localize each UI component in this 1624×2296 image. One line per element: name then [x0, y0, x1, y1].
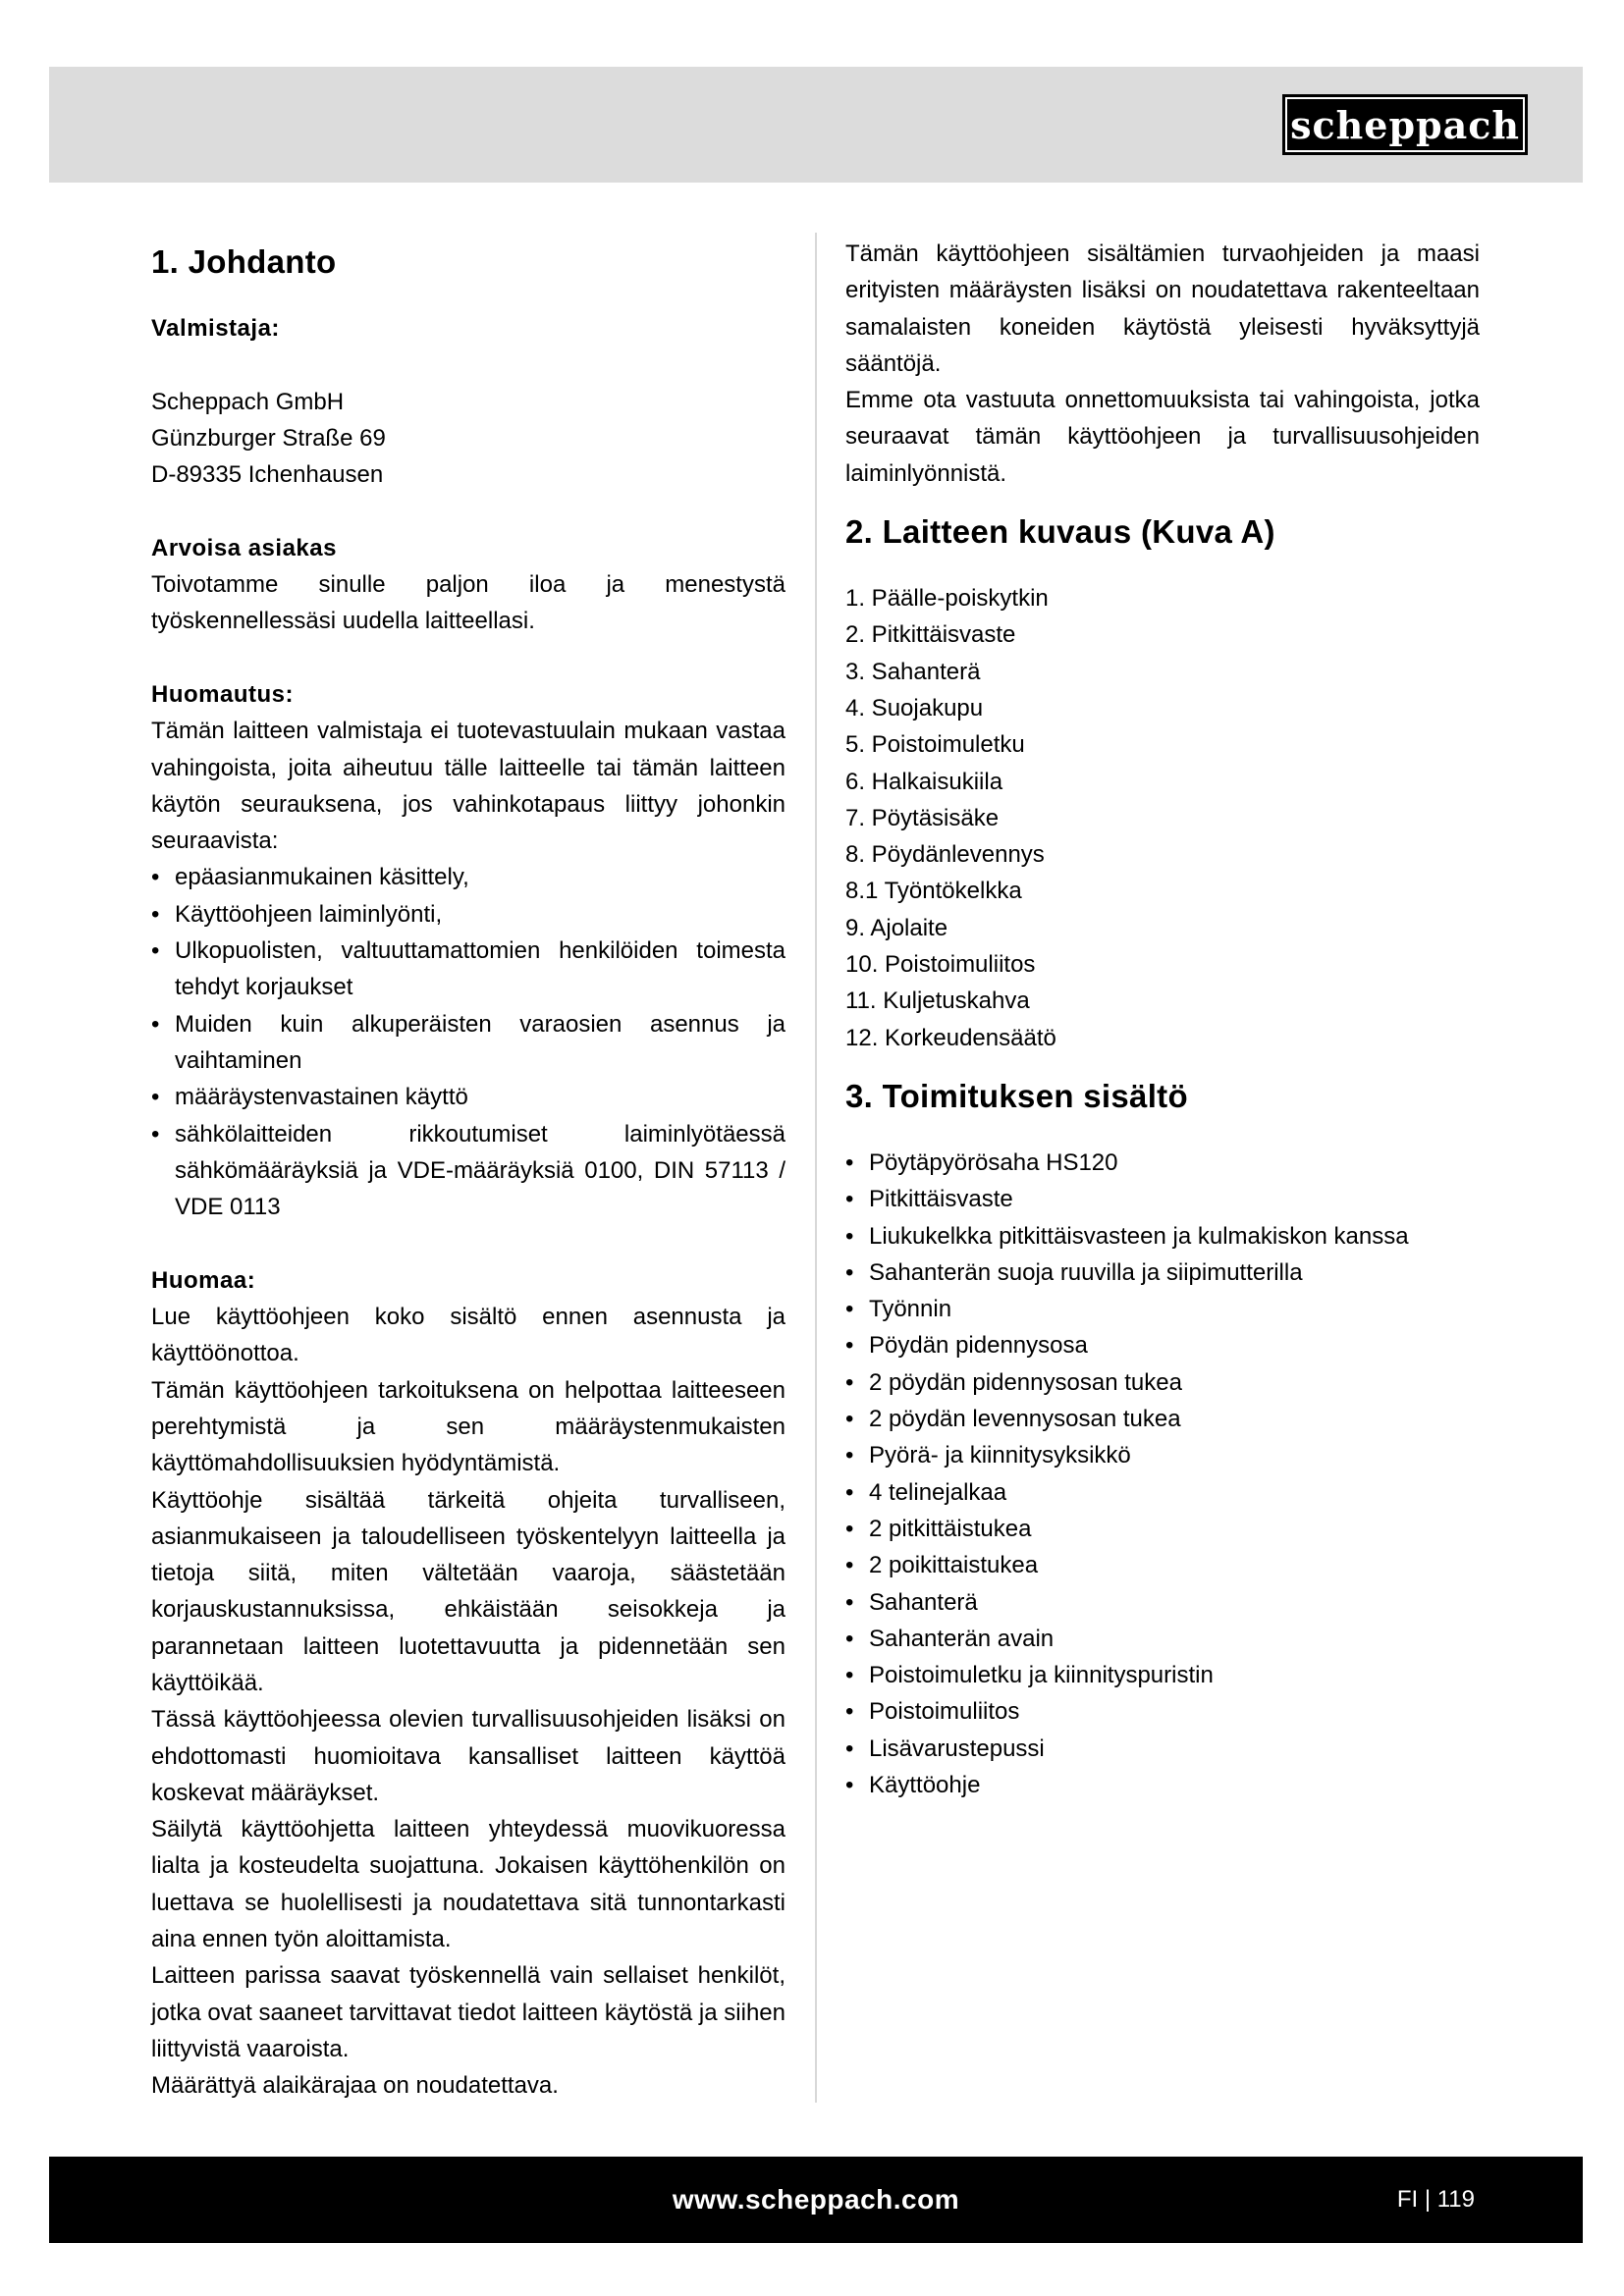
intro-paragraph: Tämän käyttöohjeen sisältämien turvaohjeiden ja maasi erityisten määräysten lisäksi on noudatettava rakenteeltaan samalaisten koneiden käytöstä yleisesti hyväksyttyjä sääntöjä. — [845, 240, 1480, 377]
list-item: • 2 pitkittäistukea — [845, 1511, 1480, 1547]
note-label: Huomautus: — [151, 680, 294, 708]
list-item: • Muiden kuin alkuperäisten varaosien asennus ja vaihtaminen — [151, 1006, 785, 1080]
delivery-list — [845, 1145, 1480, 1803]
list-item: • Käyttöohje — [845, 1767, 1480, 1803]
note-text: Tämän laitteen valmistaja ei tuotevastuulain mukaan vastaa vahingoista, joita aiheutuu tälle laitteelle tai tämän laitteen käytön seurauksena, jos vahinkotapaus liittyy johonkin seuraavista: — [151, 718, 785, 855]
right-column — [845, 236, 1480, 1803]
section-2-title: 2. Laitteen kuvaus (Kuva A) — [845, 513, 1275, 551]
list-item: 11. Kuljetuskahva — [845, 988, 1030, 1015]
list-item: • Sahanterän avain — [845, 1621, 1480, 1657]
list-item: • Poistoimuletku ja kiinnityspuristin — [845, 1657, 1480, 1693]
address-line: Günzburger Straße 69 — [151, 424, 386, 452]
attention-paragraph: Tämän käyttöohjeen tarkoituksena on helpottaa laitteeseen perehtymistä ja sen määräystenmukaisten käyttömahdollisuuksien hyödyntämistä. — [151, 1376, 785, 1477]
scheppach-logo: scheppach — [1282, 94, 1528, 155]
list-item: • Lisävarustepussi — [845, 1731, 1480, 1767]
dear-customer-text: Toivotamme sinulle paljon iloa ja menestystä työskennellessäsi uudella laitteellasi. — [151, 571, 785, 635]
list-item: • Poistoimuliitos — [845, 1693, 1480, 1730]
attention-label: Huomaa: — [151, 1266, 256, 1294]
list-item: • Pyörä- ja kiinnitysyksikkö — [845, 1437, 1480, 1473]
section-1-title: 1. Johdanto — [151, 243, 337, 280]
list-item: • 4 telinejalkaa — [845, 1474, 1480, 1511]
list-item: • 2 pöydän levennysosan tukea — [845, 1401, 1480, 1437]
parts-list — [845, 580, 1480, 1056]
list-item: • epäasianmukainen käsittely, — [151, 859, 785, 895]
list-item: 7. Pöytäsisäke — [845, 804, 1000, 831]
intro-paragraph: Emme ota vastuuta onnettomuuksista tai vahingoista, jotka seuraavat tämän käyttöohjeen ja turvallisuusohjeiden laiminlyönnistä. — [845, 387, 1480, 487]
list-item: 3. Sahanterä — [845, 658, 981, 685]
page-number: FI | 119 — [1396, 2186, 1475, 2213]
list-item: 5. Poistoimuletku — [845, 731, 1025, 759]
attention-paragraph: Käyttöohje sisältää tärkeitä ohjeita turvalliseen, asianmukaiseen ja taloudelliseen työskentelyyn laitteella ja tietoja siitä, miten vältetään vaaroja, säästetään korjauskustannuksissa, ehkäistään seisokkeja ja parannetaan laitteen luotettavuutta ja pidennetään sen käyttöikää. — [151, 1486, 785, 1696]
list-item: • Käyttöohjeen laiminlyönti, — [151, 896, 785, 933]
header-band — [49, 67, 1583, 183]
list-item: • Liukukelkka pitkittäisvasteen ja kulmakiskon kanssa — [845, 1218, 1480, 1255]
list-item: • Sahanterä — [845, 1584, 1480, 1621]
list-item: • Pitkittäisvaste — [845, 1181, 1480, 1217]
list-item: • Pöydän pidennysosa — [845, 1327, 1480, 1363]
footer-website-link[interactable]: www.scheppach.com — [672, 2184, 960, 2215]
list-item: 12. Korkeudensäätö — [845, 1024, 1056, 1051]
list-item: • Työnnin — [845, 1291, 1480, 1327]
list-item: • 2 pöydän pidennysosan tukea — [845, 1364, 1480, 1401]
list-item: 4. Suojakupu — [845, 694, 984, 721]
address-line: Scheppach GmbH — [151, 388, 345, 415]
attention-paragraph: Laitteen parissa saavat työskennellä vain sellaiset henkilöt, jotka ovat saaneet tarvittavat tiedot laitteen käytöstä ja siihen liittyvistä vaaroista. — [151, 1962, 785, 2062]
column-divider — [815, 233, 817, 2103]
address-line: D-89335 Ichenhausen — [151, 461, 384, 489]
list-item: • määräystenvastainen käyttö — [151, 1079, 785, 1115]
dear-customer-label: Arvoisa asiakas — [151, 534, 337, 561]
attention-paragraph: Tässä käyttöohjeessa olevien turvallisuusohjeiden lisäksi on ehdottomasti huomioitava kansalliset laitteen käyttöä koskevat määräykset. — [151, 1706, 785, 1806]
attention-paragraph: Lue käyttöohjeen koko sisältö ennen asennusta ja käyttöönottoa. — [151, 1304, 785, 1367]
list-item: 1. Päälle-poiskytkin — [845, 585, 1049, 613]
list-item: 6. Halkaisukiila — [845, 768, 1003, 795]
footer-band — [49, 2157, 1583, 2243]
left-column — [151, 236, 785, 2105]
list-item: • sähkölaitteiden rikkoutumiset laiminlyötäessä sähkömääräyksiä ja VDE-määräyksiä 0100, DIN 57113 / VDE 0113 — [151, 1116, 785, 1226]
list-item: • Sahanterän suoja ruuvilla ja siipimutterilla — [845, 1255, 1480, 1291]
list-item: 8.1 Työntökelkka — [845, 878, 1022, 905]
list-item: 10. Poistoimuliitos — [845, 951, 1036, 979]
note-bullet-list — [151, 859, 785, 1225]
list-item: 8. Pöydänlevennys — [845, 841, 1045, 869]
manufacturer-label: Valmistaja: — [151, 315, 280, 342]
list-item: 9. Ajolaite — [845, 914, 948, 941]
list-item: 2. Pitkittäisvaste — [845, 621, 1016, 649]
list-item: • Pöytäpyörösaha HS120 — [845, 1145, 1480, 1181]
attention-paragraph: Määrättyä alaikärajaa on noudatettava. — [151, 2072, 559, 2100]
section-3-title: 3. Toimituksen sisältö — [845, 1077, 1188, 1114]
list-item: • 2 poikittaistukea — [845, 1547, 1480, 1583]
list-item: • Ulkopuolisten, valtuuttamattomien henkilöiden toimesta tehdyt korjaukset — [151, 933, 785, 1006]
attention-paragraph: Säilytä käyttöohjetta laitteen yhteydessä muovikuoressa lialta ja kosteudelta suojattuna. Jokaisen käyttöhenkilön on luettava se huolellisesti ja noudatettava sitä tunnontarkasti aina ennen työn aloittamista. — [151, 1816, 785, 1953]
